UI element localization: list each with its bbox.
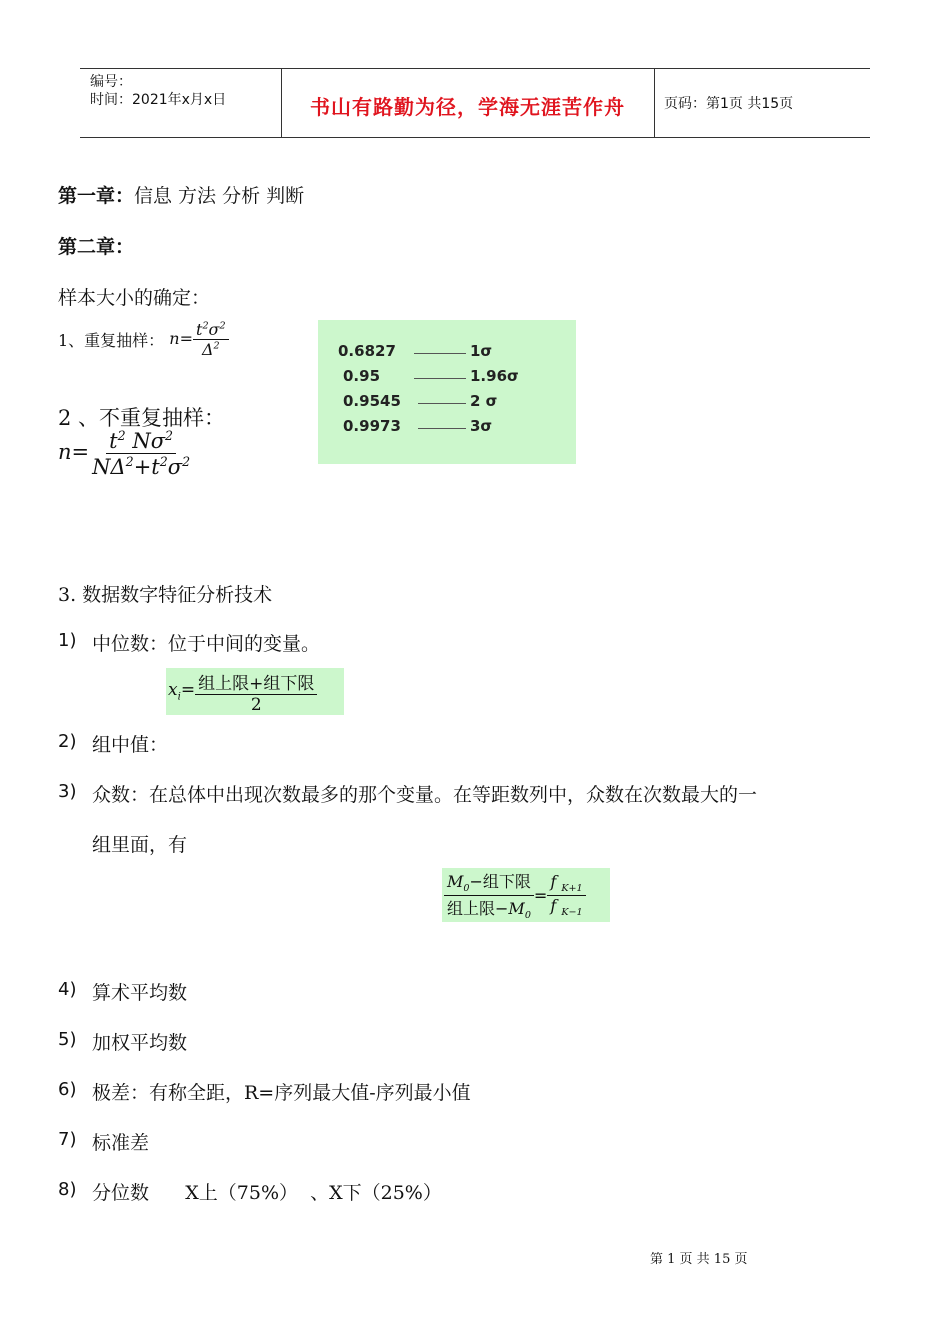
section-3-heading: 3. 数据数字特征分析技术 [58,584,273,606]
header-page-info: 页码：第1页 共15页 [664,96,794,112]
list-text: 组中值： [92,734,169,756]
z-table-connector [418,428,466,429]
list-number: 2) [58,731,77,752]
z-table-connector [414,353,466,354]
list-text: 分位数 X上（75%） 、X下（25%） [92,1182,442,1204]
confidence-z-table [318,320,576,464]
page-header [80,68,870,138]
z-table-prob: 0.95 [343,367,381,385]
list-number: 4) [58,979,77,1000]
nonrepeat-sampling-formula: n= $\frac{t^2 N\sigma^2}{N\Delta^2+t^2\sigma^2}$ [58,428,191,479]
z-table-prob: 0.9545 [343,392,401,410]
z-table-row [318,417,576,442]
list-text-continued: 组里面，有 [92,834,188,856]
mode-formula: $\frac{M_0-组下限}{组上限-M_0}$ = $\frac{f _{K+1}}{f _{K-1}}$ [442,868,610,922]
list-text: 众数：在总体中出现次数最多的那个变量。在等距数列中，众数在次数最大的一 [92,784,758,806]
header-motto: 书山有路勤为径，学海无涯苦作舟 [310,95,625,119]
chapter-1-label: 第一章： [58,185,135,207]
chapter-1 [58,181,304,208]
z-table-sigma: 1σ [470,342,493,360]
chapter-1-text: 信息 方法 分析 判断 [134,185,305,207]
z-table-row [318,392,576,417]
header-meta [90,73,226,109]
z-table-connector [414,378,466,379]
median-formula: $x_i=$ $\frac{\text{组上限+组下限}}{2}$ [166,668,344,715]
list-number: 5) [58,1029,77,1050]
repeat-sampling [58,320,229,359]
list-number: 6) [58,1079,77,1100]
z-table-sigma: 3σ [470,417,493,435]
list-number: 3) [58,781,77,802]
list-text: 中位数：位于中间的变量。 [92,633,321,655]
z-table-sigma: 2 σ [470,392,498,410]
chapter-2-label: 第二章： [58,236,135,258]
mode-formula-numerator-text: −组下限 [469,872,531,892]
z-table-connector [418,403,466,404]
list-number: 7) [58,1129,77,1150]
list-number: 8) [58,1179,77,1200]
nonrepeat-sampling-label: 2 、不重复抽样： [58,406,226,430]
list-text: 标准差 [92,1132,150,1154]
list-text: 极差：有称全距，R=序列最大值-序列最小值 [92,1082,471,1104]
list-text: 加权平均数 [92,1032,188,1054]
z-table-row [318,342,576,367]
repeat-sampling-formula: n= $\frac{t^2\sigma^2}{\Delta^2}$ [169,329,228,348]
median-formula-numerator: 组上限+组下限 [195,669,317,695]
list-text: 算术平均数 [92,982,188,1004]
z-table-prob: 0.9973 [343,417,401,435]
list-number: 1) [58,630,77,651]
serial-label: 编号： [90,74,132,90]
mode-formula-denominator-text: 组上限− [447,898,509,918]
median-formula-denominator: 2 [250,694,262,715]
page-footer: 第 1 页 共 15 页 [650,1252,748,1267]
repeat-sampling-label: 1、重复抽样： [58,331,165,350]
z-table-prob: 0.6827 [338,342,396,360]
z-table-row [318,367,576,392]
z-table-sigma: 1.96σ [470,367,519,385]
sample-size-heading: 样本大小的确定： [58,287,211,309]
time-label: 时间：2021年x月x日 [90,92,227,108]
